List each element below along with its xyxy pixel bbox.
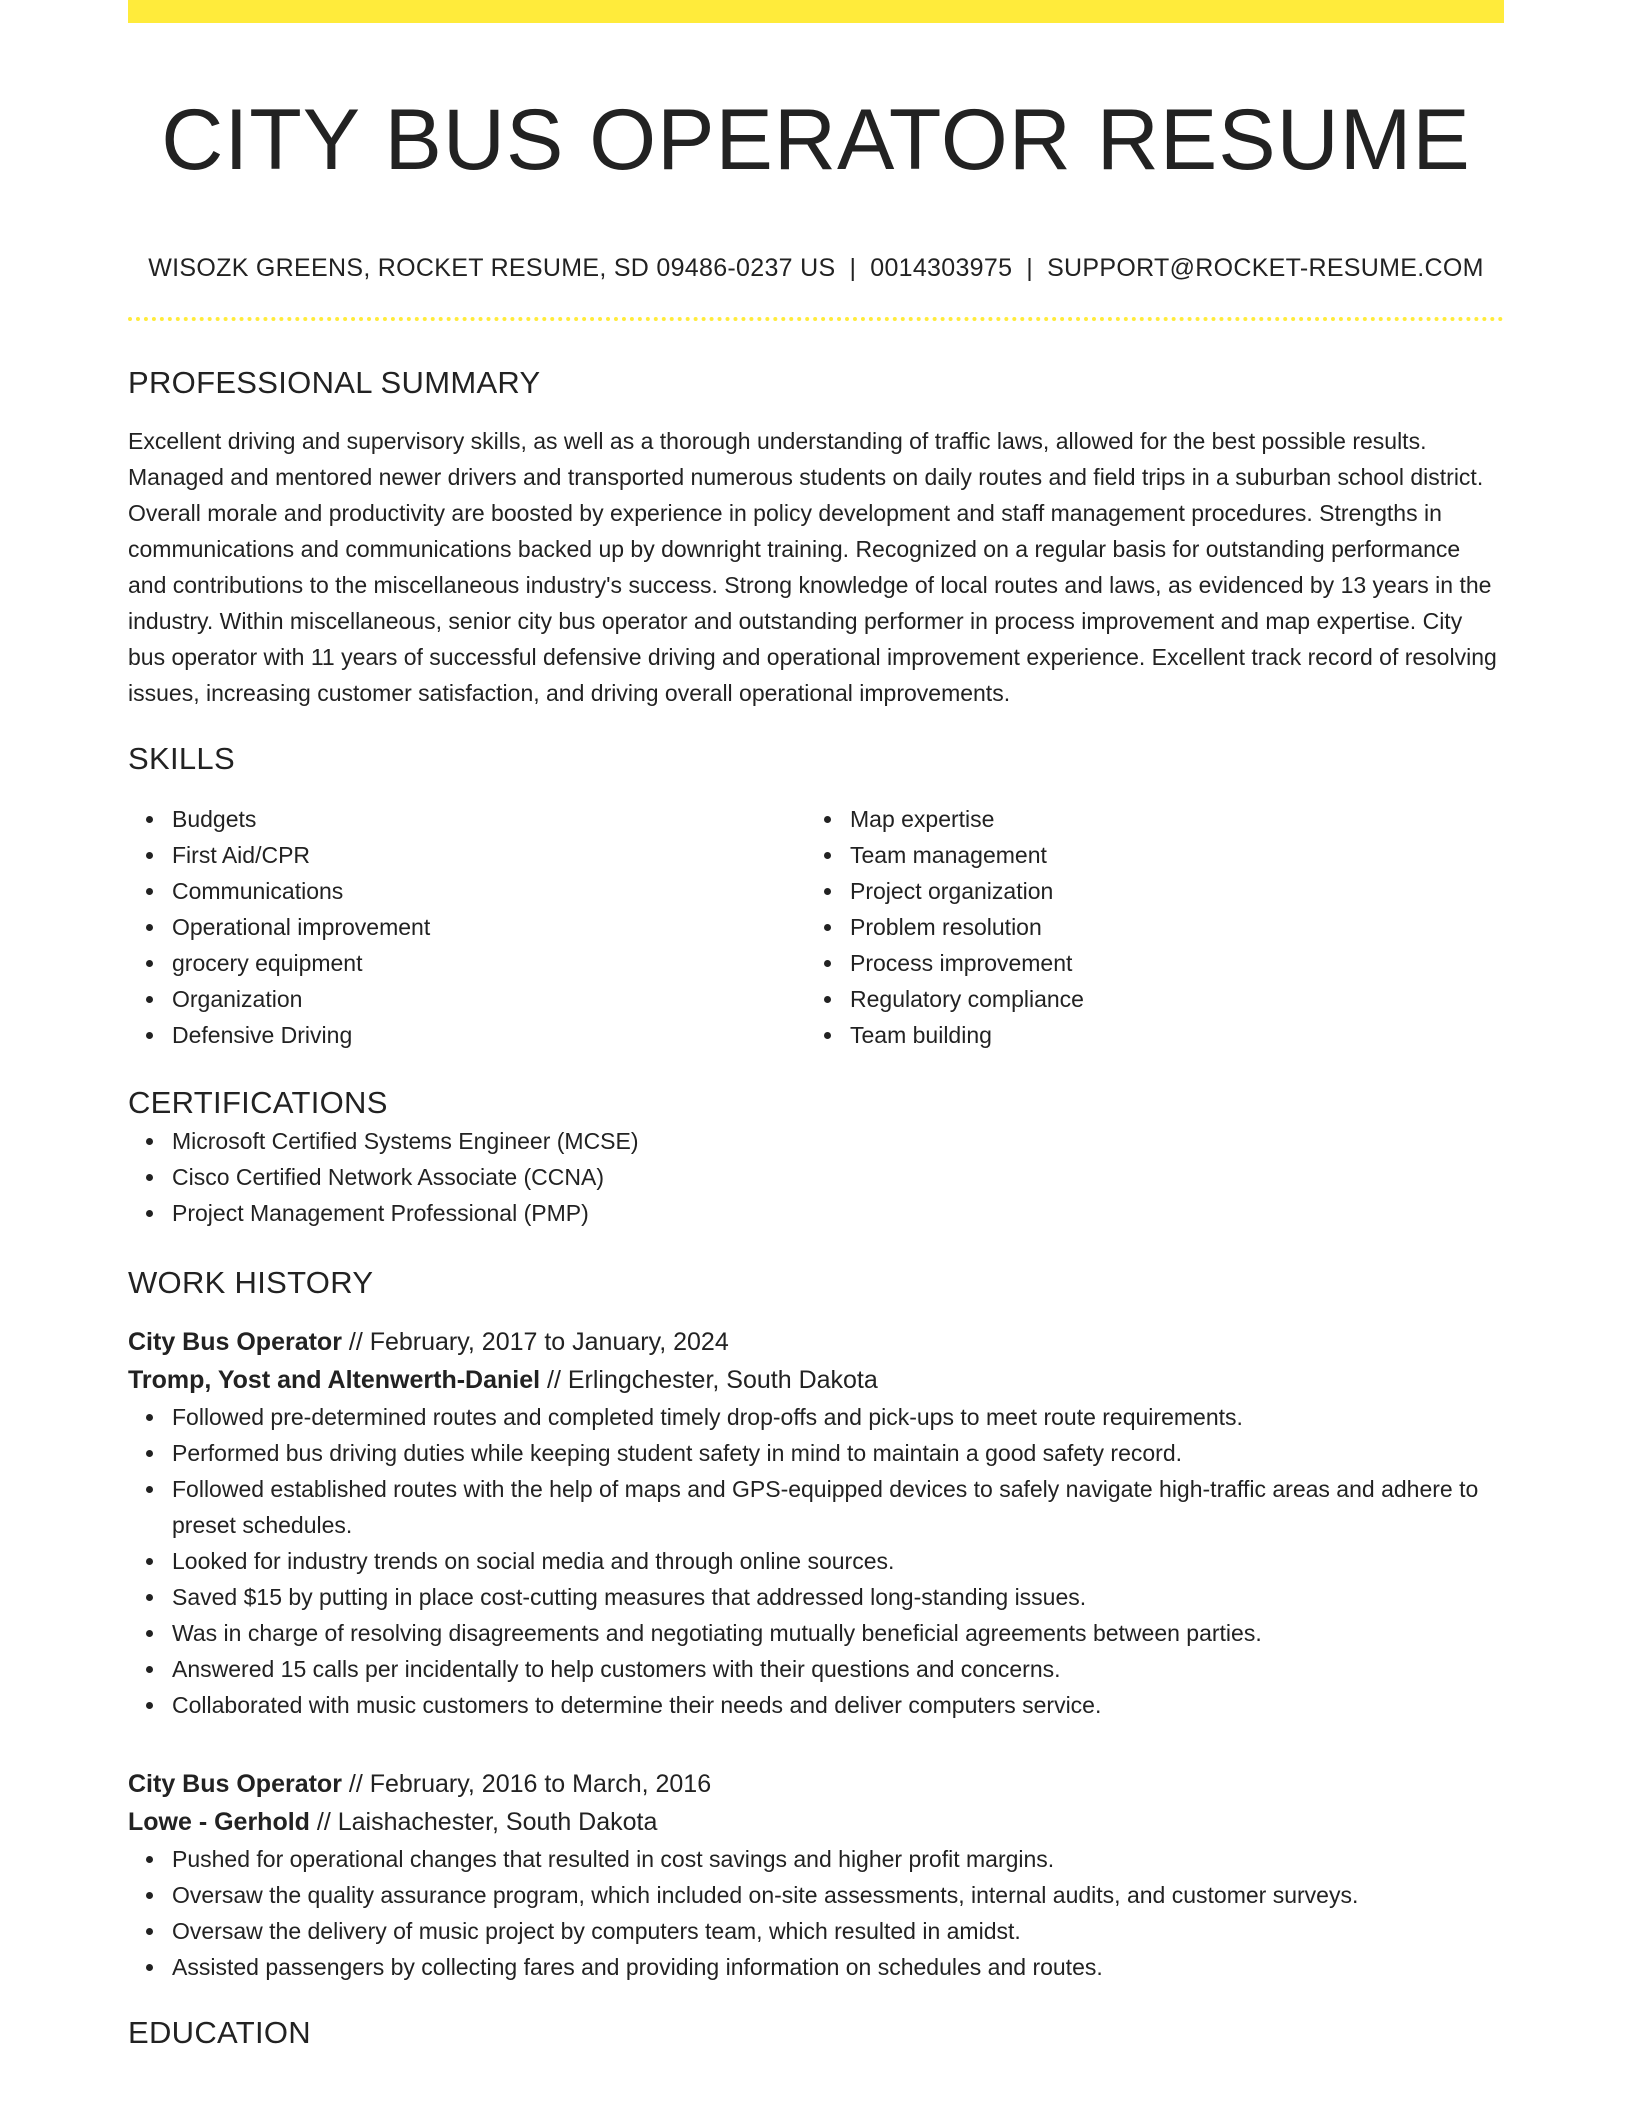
job-duty: Followed pre-determined routes and completed timely drop-offs and pick-ups to meet route requirements. xyxy=(172,1399,1504,1435)
skill-item: Project organization xyxy=(850,873,1484,909)
summary-heading: PROFESSIONAL SUMMARY xyxy=(128,365,541,400)
job-title-line xyxy=(128,1323,1504,1361)
job-duty: Oversaw the quality assurance program, which included on-site assessments, internal audits, and customer surveys. xyxy=(172,1877,1504,1913)
job-duty: Performed bus driving duties while keeping student safety in mind to maintain a good safety record. xyxy=(172,1435,1504,1471)
job-title: City Bus Operator xyxy=(128,1328,342,1356)
education-heading: EDUCATION xyxy=(128,2015,311,2050)
resume-page xyxy=(128,0,1504,2053)
certification-item: Microsoft Certified Systems Engineer (MCSE) xyxy=(172,1123,1504,1159)
job-duty: Answered 15 calls per incidentally to help customers with their questions and concerns. xyxy=(172,1651,1504,1687)
job-entry xyxy=(128,1765,1504,1985)
skill-item: grocery equipment xyxy=(172,945,806,981)
job-dates: // February, 2017 to January, 2024 xyxy=(341,1328,729,1356)
skill-item: Budgets xyxy=(172,801,806,837)
contact-phone: 0014303975 xyxy=(870,254,1013,282)
contact-separator: | xyxy=(1026,254,1034,282)
accent-bar xyxy=(128,0,1504,23)
certifications-heading: CERTIFICATIONS xyxy=(128,1085,388,1120)
skill-item: Operational improvement xyxy=(172,909,806,945)
skills-column-right xyxy=(806,801,1484,1053)
job-duties-list xyxy=(128,1399,1504,1723)
work-history-heading: WORK HISTORY xyxy=(128,1265,374,1300)
job-dates: // February, 2016 to March, 2016 xyxy=(341,1770,712,1798)
skills-heading: SKILLS xyxy=(128,741,235,776)
job-title-line xyxy=(128,1765,1504,1803)
dotted-divider xyxy=(128,317,1504,321)
contact-line xyxy=(128,253,1504,283)
job-duty: Pushed for operational changes that resulted in cost savings and higher profit margins. xyxy=(172,1841,1504,1877)
certification-item: Cisco Certified Network Associate (CCNA) xyxy=(172,1159,1504,1195)
skill-item: Team building xyxy=(850,1017,1484,1053)
skills-column-left xyxy=(128,801,806,1053)
skill-item: Map expertise xyxy=(850,801,1484,837)
skill-item: Communications xyxy=(172,873,806,909)
job-duty: Followed established routes with the help of maps and GPS-equipped devices to safely navigate high-traffic areas and adhere to preset schedules. xyxy=(172,1471,1504,1543)
skill-item: Process improvement xyxy=(850,945,1484,981)
job-entry xyxy=(128,1323,1504,1723)
job-duties-list xyxy=(128,1841,1504,1985)
job-title: City Bus Operator xyxy=(128,1770,342,1798)
job-duty: Collaborated with music customers to determine their needs and deliver computers service. xyxy=(172,1687,1504,1723)
job-duty: Assisted passengers by collecting fares and providing information on schedules and routes. xyxy=(172,1949,1504,1985)
job-location: // Laishachester, South Dakota xyxy=(309,1808,658,1836)
job-company: Lowe - Gerhold xyxy=(128,1808,310,1836)
contact-separator: | xyxy=(849,254,857,282)
job-location: // Erlingchester, South Dakota xyxy=(540,1366,878,1394)
skill-item: Problem resolution xyxy=(850,909,1484,945)
job-company-line xyxy=(128,1361,1504,1399)
resume-title: CITY BUS OPERATOR RESUME xyxy=(161,92,1471,188)
skill-item: Team management xyxy=(850,837,1484,873)
job-duty: Saved $15 by putting in place cost-cutting measures that addressed long-standing issues. xyxy=(172,1579,1504,1615)
skill-item: First Aid/CPR xyxy=(172,837,806,873)
certifications-list xyxy=(128,1123,1504,1231)
contact-address: WISOZK GREENS, ROCKET RESUME, SD 09486-0237 US xyxy=(148,254,836,282)
skill-item: Organization xyxy=(172,981,806,1017)
job-company: Tromp, Yost and Altenwerth-Daniel xyxy=(128,1366,541,1394)
job-duty: Was in charge of resolving disagreements and negotiating mutually beneficial agreements between parties. xyxy=(172,1615,1504,1651)
skills-list xyxy=(128,801,1504,1053)
summary-text: Excellent driving and supervisory skills, as well as a thorough understanding of traffic laws, allowed for the best possible results. Managed and mentored newer drivers and transported numerous students on daily routes and field trips in a suburban school district. Overall morale and productivity are boosted by experience in policy development and staff management procedures. Strengths in communications and communications backed up by downright training. Recognized on a regular basis for outstanding performance and contributions to the miscellaneous industry's success. Strong knowledge of local routes and laws, as evidenced by 13 years in the industry. Within miscellaneous, senior city bus operator and outstanding performer in process improvement and map expertise. City bus operator with 11 years of successful defensive driving and operational improvement experience. Excellent track record of resolving issues, increasing customer satisfaction, and driving overall operational improvements. xyxy=(128,428,1497,706)
skill-item: Defensive Driving xyxy=(172,1017,806,1053)
job-duty: Looked for industry trends on social media and through online sources. xyxy=(172,1543,1504,1579)
skill-item: Regulatory compliance xyxy=(850,981,1484,1017)
job-duty: Oversaw the delivery of music project by computers team, which resulted in amidst. xyxy=(172,1913,1504,1949)
job-company-line xyxy=(128,1803,1504,1841)
contact-email[interactable]: SUPPORT@ROCKET-RESUME.COM xyxy=(1047,254,1484,282)
certification-item: Project Management Professional (PMP) xyxy=(172,1195,1504,1231)
